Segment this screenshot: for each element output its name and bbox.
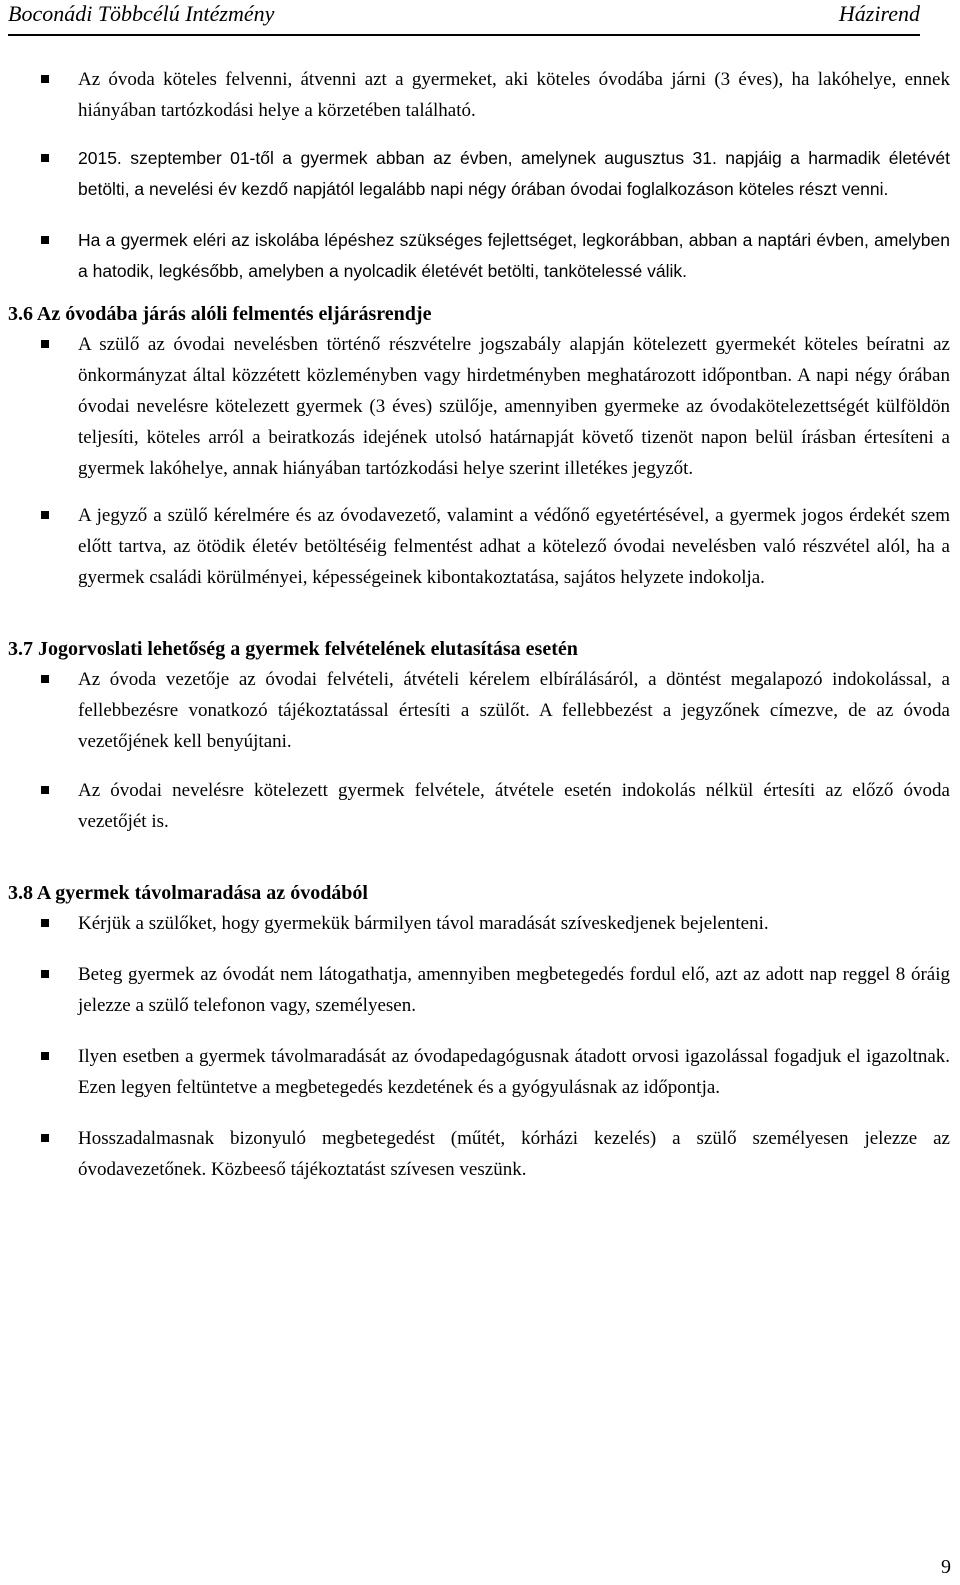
square-bullet-icon bbox=[41, 675, 49, 683]
list-item bbox=[8, 775, 950, 837]
list-item bbox=[8, 1041, 950, 1103]
list-item bbox=[8, 908, 950, 939]
square-bullet-icon bbox=[41, 1052, 49, 1060]
list-item bbox=[8, 143, 950, 205]
list-item-text: Az óvodai nevelésre kötelezett gyermek felvétele, átvétele esetén indokolás nélkül értesíti az előző óvoda vezetőjét is. bbox=[78, 780, 950, 832]
square-bullet-icon bbox=[41, 340, 49, 348]
page-number: 9 bbox=[941, 1556, 951, 1578]
square-bullet-icon bbox=[41, 236, 49, 244]
list-item-text: Kérjük a szülőket, hogy gyermekük bármilyen távol maradását szíveskedjenek bejelenteni. bbox=[78, 913, 769, 934]
square-bullet-icon bbox=[41, 154, 49, 162]
list-item bbox=[8, 664, 950, 757]
header-document-title: Házirend bbox=[838, 1, 920, 26]
section-heading-3-6: 3.6 Az óvodába járás alóli felmentés eljárásrendje bbox=[8, 303, 432, 325]
list-item bbox=[8, 959, 950, 1021]
list-item-text: 2015. szeptember 01-től a gyermek abban az évben, amelynek augusztus 31. napjáig a harmadik életévét betölti, a nevelési év kezdő napjától legalább napi négy órában óvodai foglalkozáson köteles részt venni. bbox=[78, 148, 950, 199]
list-item bbox=[8, 1123, 950, 1185]
square-bullet-icon bbox=[41, 1134, 49, 1142]
header-institution-name: Boconádi Többcélú Intézmény bbox=[8, 1, 275, 26]
square-bullet-icon bbox=[41, 75, 49, 83]
list-item bbox=[8, 329, 950, 484]
list-item-text: Beteg gyermek az óvodát nem látogathatja, amennyiben megbetegedés fordul elő, azt az adott nap reggel 8 óráig jelezze a szülő telefonon vagy, személyesen. bbox=[78, 964, 950, 1016]
list-item-text: Hosszadalmasnak bizonyuló megbetegedést (műtét, kórházi kezelés) a szülő személyesen jelezze az óvodavezetőnek. Közbeeső tájékoztatást szívesen veszünk. bbox=[78, 1128, 950, 1180]
square-bullet-icon bbox=[41, 786, 49, 794]
list-item-text: Az óvoda köteles felvenni, átvenni azt a gyermeket, aki köteles óvodába járni (3 éves), ha lakóhelye, ennek hiányában tartózkodási helye a körzetében található. bbox=[78, 69, 950, 121]
list-item bbox=[8, 500, 950, 593]
square-bullet-icon bbox=[41, 919, 49, 927]
square-bullet-icon bbox=[41, 970, 49, 978]
page-content bbox=[8, 64, 950, 1202]
list-item bbox=[8, 64, 950, 126]
list-item-text: Az óvoda vezetője az óvodai felvételi, átvételi kérelem elbírálásáról, a döntést megalapozó indokolással, a fellebbezésre vonatkozó tájékoztatással értesíti a szülőt. A fellebbezést a jegyzőnek címezve, de az óvoda vezetőjének kell benyújtani. bbox=[78, 669, 950, 752]
square-bullet-icon bbox=[41, 511, 49, 519]
list-item-text: A szülő az óvodai nevelésben történő részvételre jogszabály alapján kötelezett gyermekét köteles beíratni az önkormányzat által közzétett közleményben vagy hirdetményben meghatározott időpontban. A napi négy órában óvodai nevelésre kötelezett gyermek (3 éves) szülője, amennyiben gyermeke az óvodakötelezettségét külföldön teljesíti, köteles arról a beiratkozás idejének utolsó határnapját követő tizenöt napon belül írásban értesíteni a gyermek lakóhelye, annak hiányában tartózkodási helye szerint illetékes jegyzőt. bbox=[78, 334, 950, 479]
page-header bbox=[8, 0, 920, 36]
list-item-text: Ilyen esetben a gyermek távolmaradását az óvodapedagógusnak átadott orvosi igazolással fogadjuk el igazoltnak. Ezen legyen feltüntetve a megbetegedés kezdetének és a gyógyulásnak az időpontja. bbox=[78, 1046, 950, 1098]
list-item-text: A jegyző a szülő kérelmére és az óvodavezető, valamint a védőnő egyetértésével, a gyermek jogos érdekét szem előtt tartva, az ötödik életév betöltéséig felmentést adhat a kötelező óvodai nevelésben való részvétel alól, ha a gyermek családi körülményei, képességeinek kibontakoztatása, sajátos helyzete indokolja. bbox=[78, 505, 950, 588]
section-heading-3-8: 3.8 A gyermek távolmaradása az óvodából bbox=[8, 882, 368, 904]
section-heading-3-7: 3.7 Jogorvoslati lehetőség a gyermek felvételének elutasítása esetén bbox=[8, 638, 578, 660]
list-item-text: Ha a gyermek eléri az iskolába lépéshez szükséges fejlettséget, legkorábban, abban a naptári évben, amelyben a hatodik, legkésőbb, amelyben a nyolcadik életévét betölti, tankötelessé válik. bbox=[78, 230, 950, 281]
list-item bbox=[8, 225, 950, 287]
